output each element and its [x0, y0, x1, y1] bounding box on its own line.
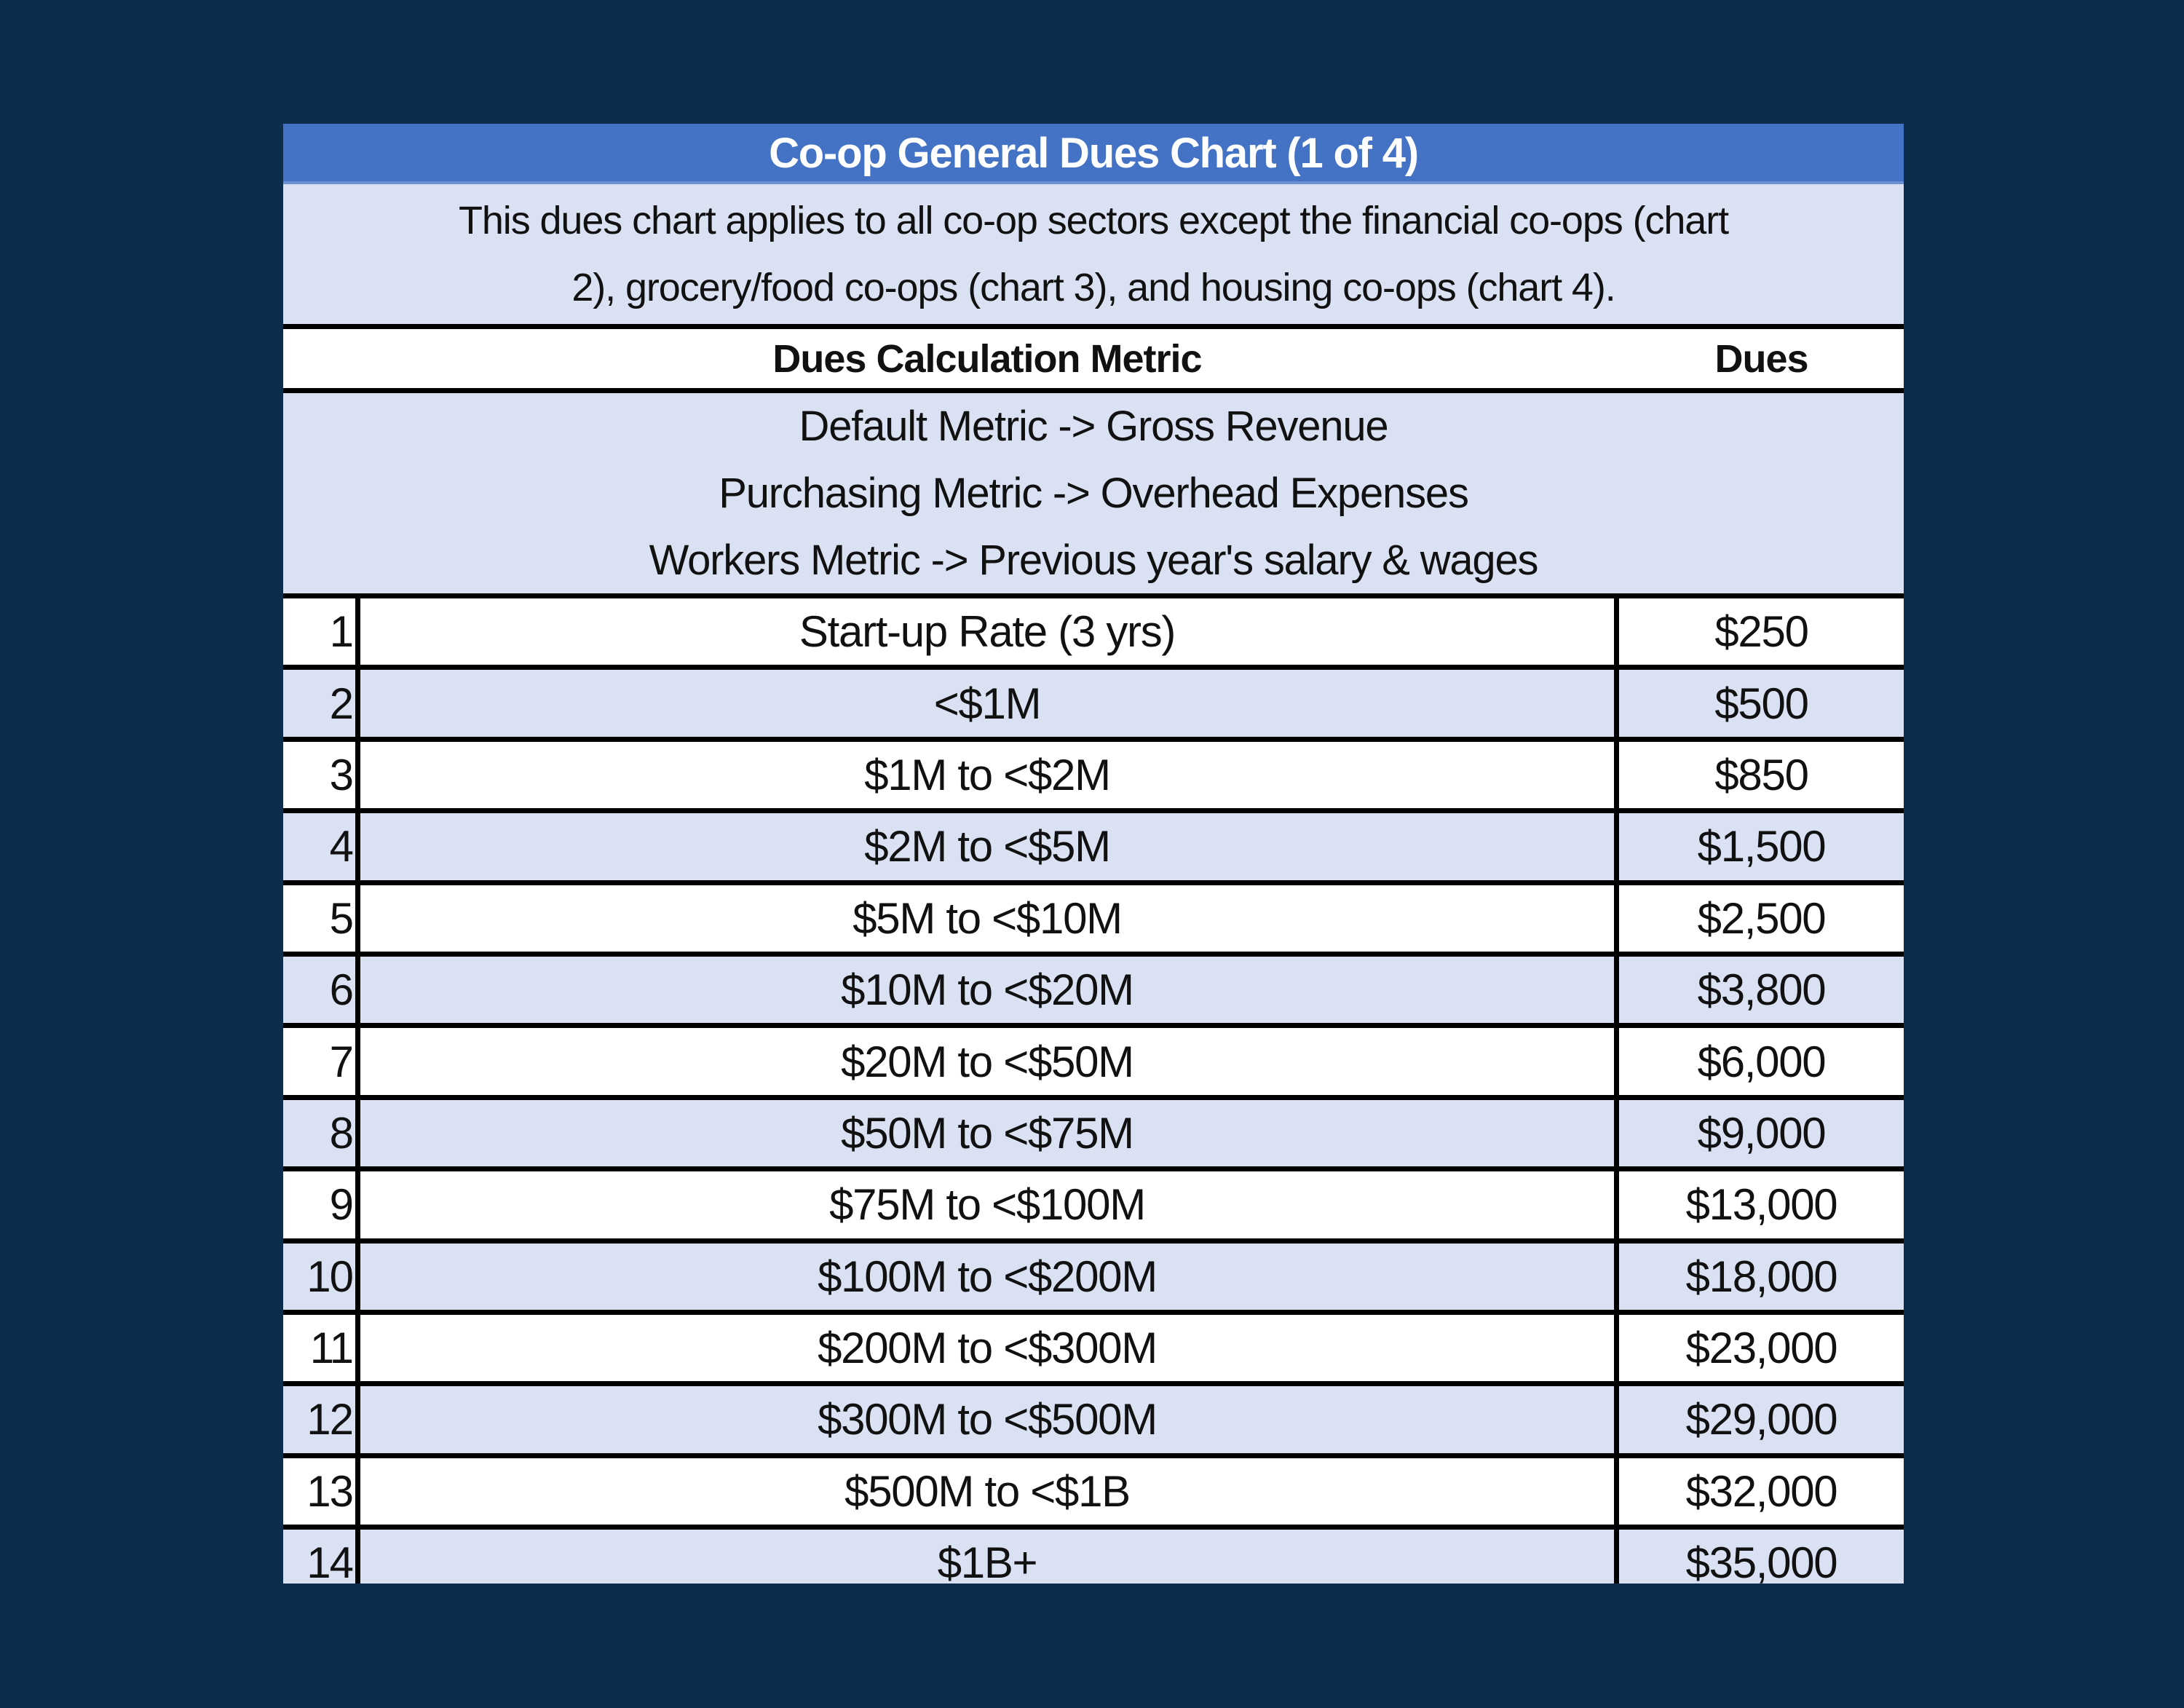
row-dues: $29,000 [1685, 1395, 1837, 1444]
row-range: <$1M [933, 679, 1041, 728]
column-divider [355, 670, 360, 736]
row-dues: $23,000 [1685, 1324, 1837, 1373]
column-divider [355, 885, 360, 952]
row-number: 5 [329, 893, 352, 943]
column-divider [355, 1244, 360, 1310]
row-range: $100M to <$200M [818, 1252, 1157, 1301]
column-divider [1614, 1244, 1619, 1310]
row-range: $1B+ [937, 1538, 1037, 1584]
row-dues: $2,500 [1697, 893, 1826, 943]
divider [283, 324, 1904, 329]
column-divider [1614, 1028, 1619, 1094]
row-dues: $500 [1714, 679, 1808, 728]
row-dues: $250 [1714, 607, 1808, 657]
column-divider [355, 1458, 360, 1525]
column-divider [355, 957, 360, 1023]
row-range: $1M to <$2M [864, 750, 1110, 799]
metric-purchasing: Purchasing Metric -> Overhead Expenses [719, 469, 1468, 517]
column-divider [1614, 1171, 1619, 1238]
row-range: $10M to <$20M [841, 965, 1133, 1015]
row-number: 7 [329, 1037, 352, 1086]
column-divider [355, 1315, 360, 1381]
row-number: 9 [329, 1180, 352, 1230]
row-dues: $32,000 [1685, 1466, 1837, 1516]
row-number: 6 [329, 965, 352, 1015]
row-dues: $35,000 [1685, 1538, 1837, 1584]
metric-default: Default Metric -> Gross Revenue [799, 402, 1388, 450]
column-divider [355, 813, 360, 879]
row-range: $5M to <$10M [852, 893, 1122, 943]
table-row [283, 952, 1904, 1023]
table-row [283, 1023, 1904, 1094]
column-header-metric: Dues Calculation Metric [772, 336, 1202, 381]
column-divider [1614, 957, 1619, 1023]
row-number: 2 [329, 679, 352, 728]
column-divider [355, 1171, 360, 1238]
table-row [283, 737, 1904, 808]
column-divider [355, 1386, 360, 1452]
column-divider [355, 598, 360, 665]
table-title: Co-op General Dues Chart (1 of 4) [769, 129, 1418, 177]
description-line-2: 2), grocery/food co-ops (chart 3), and housing co-ops (chart 4). [571, 266, 1615, 309]
table-row [283, 1095, 1904, 1166]
column-divider [1614, 1458, 1619, 1525]
column-divider [355, 1100, 360, 1166]
row-dues: $850 [1714, 750, 1808, 799]
table-row [283, 665, 1904, 736]
table-row [283, 593, 1904, 665]
row-number: 12 [306, 1395, 352, 1444]
row-range: $2M to <$5M [864, 822, 1110, 871]
table-row [283, 1453, 1904, 1525]
column-header-row [283, 329, 1904, 388]
column-divider [1614, 813, 1619, 879]
row-number: 10 [306, 1252, 352, 1301]
column-divider [1614, 1530, 1619, 1584]
row-range: $75M to <$100M [829, 1180, 1145, 1230]
dues-chart-table [283, 124, 1904, 1584]
row-range: $500M to <$1B [844, 1466, 1130, 1516]
description-line-1: This dues chart applies to all co-op sectors except the financial co-ops (chart [458, 199, 1728, 242]
row-number: 4 [329, 822, 352, 871]
row-range: $20M to <$50M [841, 1037, 1133, 1086]
column-divider [355, 742, 360, 808]
table-title-bar [283, 124, 1904, 184]
row-dues: $13,000 [1685, 1180, 1837, 1230]
row-dues: $18,000 [1685, 1252, 1837, 1301]
row-dues: $9,000 [1697, 1108, 1826, 1158]
dues-rows [283, 593, 1904, 1584]
table-row [283, 1166, 1904, 1238]
table-row [283, 1381, 1904, 1452]
table-row [283, 880, 1904, 952]
row-number: 11 [309, 1324, 352, 1373]
row-range: $300M to <$500M [818, 1395, 1157, 1444]
row-number: 8 [329, 1108, 352, 1158]
column-divider [1614, 1386, 1619, 1452]
row-number: 14 [306, 1538, 352, 1584]
row-number: 1 [329, 607, 352, 657]
column-divider [355, 1028, 360, 1094]
row-range: $50M to <$75M [841, 1108, 1133, 1158]
row-number: 3 [329, 750, 352, 799]
row-dues: $1,500 [1697, 822, 1826, 871]
column-divider [1614, 742, 1619, 808]
column-divider [1614, 1315, 1619, 1381]
table-row [283, 808, 1904, 879]
row-number: 13 [306, 1466, 352, 1516]
column-divider [355, 1530, 360, 1584]
column-divider [1614, 670, 1619, 736]
table-row [283, 1525, 1904, 1584]
table-row [283, 1310, 1904, 1381]
table-description [283, 184, 1904, 324]
row-range: Start-up Rate (3 yrs) [799, 607, 1176, 657]
table-row [283, 1238, 1904, 1310]
column-divider [1614, 598, 1619, 665]
column-divider [1614, 1100, 1619, 1166]
row-dues: $6,000 [1697, 1037, 1826, 1086]
metric-definitions [283, 393, 1904, 593]
row-range: $200M to <$300M [818, 1324, 1157, 1373]
column-divider [1614, 885, 1619, 952]
column-header-dues: Dues [1714, 336, 1808, 381]
row-dues: $3,800 [1697, 965, 1826, 1015]
metric-workers: Workers Metric -> Previous year's salary & wages [649, 536, 1538, 584]
